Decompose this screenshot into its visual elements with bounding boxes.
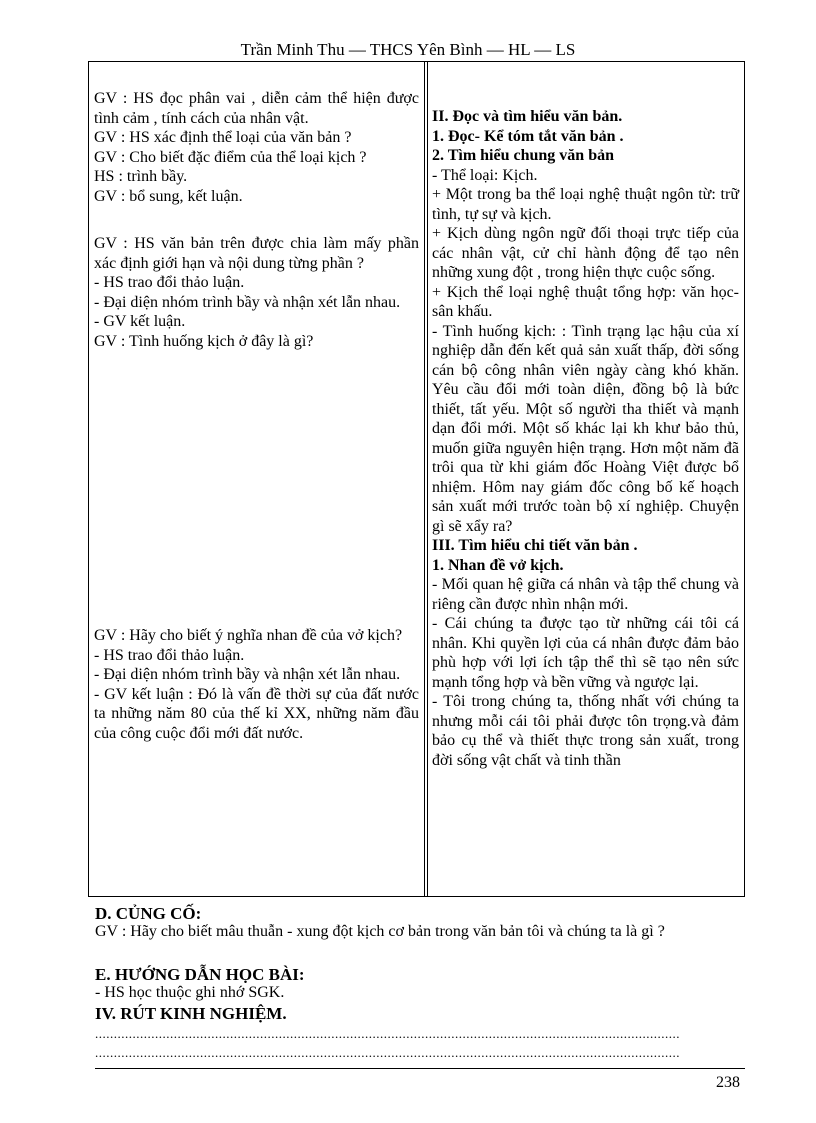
content-flow	[432, 107, 739, 770]
activity-group-title	[94, 626, 419, 743]
activity-line: GV : HS xác định thể loại của văn bản ?	[94, 129, 352, 146]
consolidation-text: GV : Hãy cho biết mâu thuẫn - xung đột kịch cơ bản trong văn bản tôi và chúng ta là gì ?	[95, 923, 665, 940]
activity-line: - HS trao đổi thảo luận.	[94, 274, 245, 291]
homework-section	[95, 966, 745, 1002]
content-paragraph: + Kịch thể loại nghệ thuật tổng hợp: văn học- sân khấu.	[432, 283, 739, 320]
content-paragraph: + Một trong ba thể loại nghệ thuật ngôn từ: trữ tình, tự sự và kịch.	[432, 186, 739, 223]
dotted-line: ............................................................................................................................................................	[95, 1027, 680, 1041]
activity-line: GV : bổ sung, kết luận.	[94, 187, 243, 205]
consolidation-section	[95, 905, 745, 941]
activity-line: - Đại diện nhóm trình bầy và nhận xét lẫn nhau.	[94, 666, 401, 683]
dotted-line: ............................................................................................................................................................	[95, 1046, 680, 1060]
activity-line: HS : trình bầy.	[94, 168, 188, 185]
homework-text: - HS học thuộc ghi nhớ SGK.	[95, 984, 285, 1001]
subheading-summary: 1. Đọc- Kể tóm tắt văn bản .	[432, 127, 624, 145]
section-title-homework: E. HƯỚNG DẪN HỌC BÀI:	[95, 965, 305, 984]
activity-group-reading	[94, 89, 419, 206]
column-divider	[424, 62, 428, 896]
activity-line: GV : HS đọc phân vai , diễn cảm thể hiện được tình cảm , tính cách của nhân vật.	[94, 90, 419, 127]
subheading-play-title: 1. Nhan đề vở kịch.	[432, 556, 564, 574]
content-paragraph: - Tôi trong chúng ta, thống nhất với chúng ta nhưng mỗi cái tôi phải được tôn trọng.và đảm bảo cụ thể và thiết thực trong sản xuất, trong đời sống vật chất và tinh thần	[432, 693, 739, 769]
page-header: Trần Minh Thu — THCS Yên Bình — HL — LS	[240, 40, 576, 59]
activity-line: GV : Tình huống kịch ở đây là gì?	[94, 332, 314, 350]
activity-line: - HS trao đổi thảo luận.	[94, 646, 245, 664]
activity-line: - GV kết luận : Đó là vấn đề thời sự của đất nước ta những năm 80 của thế kỉ XX, những năm đầu của công cuộc đổi mới đất nước.	[94, 685, 419, 742]
experience-section	[95, 1005, 745, 1023]
content-paragraph: - Tình huống kịch: : Tình trạng lạc hậu của xí nghiệp dẫn đến kết quả sản xuất thấp, đời sống cán bộ công nhân viên ngày càng khó khăn. Yêu cầu đổi mới toàn diện, đồng bộ là bức thiết, tất yếu. Một số người tha thiết và mạnh dạn đổi mới. Một số khác lại kh khư bảo thủ, muốn giữa nguyên hiện trạng. Hơn một năm đã trôi qua từ khi giám đốc Hoàng Việt được bổ nhiệm. Hôm nay giám đốc công bố kế hoạch sản xuất mới trước toàn bộ xí nghiệp. Chuyện gì sẽ xẩy ra?	[432, 322, 739, 535]
content-paragraph: - Cái chúng ta được tạo từ những cái tôi cá nhân. Khi quyền lợi của cá nhân được đảm bảo phù hợp với lợi ích tập thể thì sẽ tạo nên sức mạnh tổng hợp và bền vững và ngược lại.	[432, 615, 739, 691]
section-title-consolidation: D. CỦNG CỐ:	[95, 904, 202, 923]
footer-rule	[95, 1068, 745, 1069]
activity-line: - GV kết luận.	[94, 313, 186, 330]
content-paragraph: - Mối quan hệ giữa cá nhân và tập thể chung và riêng cần được nhìn nhận mới.	[432, 576, 739, 613]
subheading-overview: 2. Tìm hiểu chung văn bản	[432, 147, 614, 164]
page-number: 238	[716, 1074, 740, 1091]
section-heading-reading: II. Đọc và tìm hiểu văn bản.	[432, 108, 623, 125]
content-paragraph: - Thể loại: Kịch.	[432, 166, 538, 184]
section-heading-details: III. Tìm hiểu chi tiết văn bản .	[432, 537, 638, 554]
activity-line: GV : Cho biết đặc điểm của thể loại kịch ?	[94, 148, 367, 166]
section-title-experience: IV. RÚT KINH NGHIỆM.	[95, 1004, 287, 1023]
lesson-table	[88, 61, 745, 897]
activity-line: - Đại diện nhóm trình bầy và nhận xét lẫn nhau.	[94, 293, 401, 311]
activity-group-structure	[94, 234, 419, 351]
activity-line: GV : Hãy cho biết ý nghĩa nhan đề của vở kịch?	[94, 627, 403, 644]
activity-line: GV : HS văn bản trên được chia làm mấy phần xác định giới hạn và nội dung từng phần ?	[94, 235, 419, 272]
content-paragraph: + Kịch dùng ngôn ngữ đối thoại trực tiếp của các nhân vật, cử chỉ hành động để tạo nên những xung đột , trong hiện thực cuộc sống.	[432, 225, 739, 281]
